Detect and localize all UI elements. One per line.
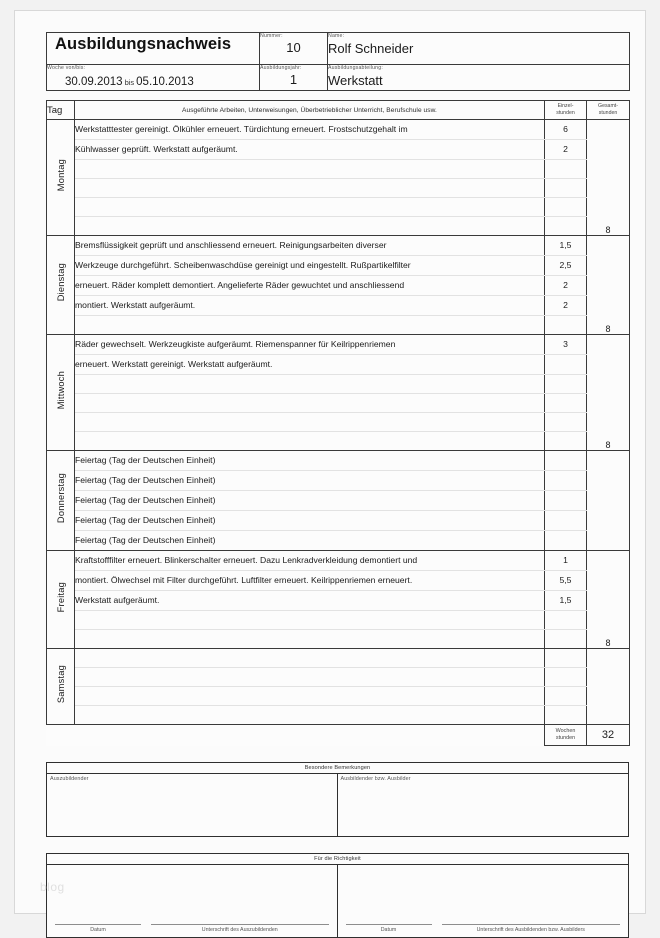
signature-trainer-name[interactable] [442,924,621,934]
activity-description[interactable]: Feiertag (Tag der Deutschen Einheit) [75,531,545,551]
signature-trainer-date-caption: Datum [380,926,397,933]
name-label: Name: [328,33,345,39]
nummer-value: 10 [286,40,301,55]
activity-description[interactable] [75,413,545,432]
remarks-trainer-label: Ausbildender bzw. Ausbilder [340,775,411,782]
activity-description[interactable] [75,375,545,394]
activity-description[interactable] [75,394,545,413]
activity-row [47,217,630,236]
activity-description[interactable]: montiert. Werkstatt aufgeräumt. [75,296,545,316]
day-cell-samstag [47,649,75,725]
remarks-block [46,762,629,837]
document-header [46,32,630,91]
woche-range [47,76,194,88]
activity-row [47,551,630,571]
ausbildungsjahr-label: Ausbildungsjahr: [260,65,302,71]
activity-description[interactable] [75,649,545,668]
activity-description[interactable] [75,217,545,236]
day-cell-donnerstag [47,451,75,551]
single-hours-value[interactable] [545,375,587,394]
activity-description[interactable] [75,611,545,630]
day-cell-mittwoch [47,335,75,451]
single-hours-value[interactable]: 2,5 [545,256,587,276]
single-hours-value[interactable] [545,706,587,725]
activity-description[interactable]: erneuert. Räder komplett demontiert. Angelieferte Räder gewuchtet und anschliessend [75,276,545,296]
single-hours-value[interactable] [545,179,587,198]
activity-row [47,256,630,276]
activity-description[interactable] [75,179,545,198]
single-hours-value[interactable]: 6 [545,120,587,140]
total-hours-value[interactable]: 8 [587,551,630,649]
woche-label: Woche von/bis: [47,65,86,71]
single-hours-value[interactable] [545,687,587,706]
activity-description[interactable]: Räder gewechselt. Werkzeugkiste aufgeräumt. Riemenspanner für Keilrippenriemen [75,335,545,355]
day-label: Montag [55,158,66,192]
single-hours-line2: stunden [556,110,575,116]
signature-trainer-date[interactable] [346,924,432,934]
nummer-label: Nummer: [260,33,283,39]
remarks-trainer-area[interactable] [338,774,629,836]
activity-row [47,198,630,217]
activity-row [47,335,630,355]
remarks-trainee-label: Auszubildender [50,775,89,782]
single-hours-value[interactable] [545,413,587,432]
activity-row [47,296,630,316]
activity-row [47,531,630,551]
activity-row [47,432,630,451]
activity-description[interactable] [75,668,545,687]
day-cell-dienstag [47,236,75,335]
activity-row [47,706,630,725]
single-hours-value[interactable] [545,630,587,649]
total-hours-value[interactable] [587,649,630,725]
activity-description[interactable]: Werkstatt aufgeräumt. [75,591,545,611]
activity-row [47,491,630,511]
activity-description[interactable]: Werkstatttester gereinigt. Ölkühler erneuert. Türdichtung erneuert. Frostschutzgehalt im [75,120,545,140]
woche-bis-word: bis [124,78,135,87]
page-watermark: blog [40,880,65,894]
title-cell [47,33,260,65]
abteilung-value: Werkstatt [328,73,383,88]
day-cell-montag [47,120,75,236]
ausbildungsjahr-value: 1 [289,72,298,87]
weekly-total-spacer [47,725,545,746]
activity-description[interactable] [75,630,545,649]
weekly-total-label-line1: Wochen [555,728,576,735]
signature-trainer-name-caption: Unterschrift des Ausbildenden bzw. Ausbilders [476,926,585,933]
activity-description[interactable]: Kühlwasser geprüft. Werkstatt aufgeräumt. [75,140,545,160]
woche-from: 30.09.2013 [65,76,123,88]
activity-row [47,120,630,140]
table-header-row [47,101,630,120]
single-hours-value[interactable]: 1,5 [545,236,587,256]
single-hours-value[interactable] [545,217,587,236]
activity-row [47,236,630,256]
single-hours-value[interactable] [545,432,587,451]
activity-row [47,355,630,375]
activity-row [47,394,630,413]
weekly-total-value: 32 [587,725,630,746]
signature-trainee-name-caption: Unterschrift des Auszubildenden [201,926,278,933]
total-hours-value[interactable] [587,451,630,551]
activity-row [47,160,630,179]
signature-rule [55,924,141,925]
activity-description[interactable] [75,687,545,706]
activity-row [47,179,630,198]
single-hours-value[interactable] [545,316,587,335]
single-hours-value[interactable]: 5,5 [545,571,587,591]
signature-block [46,853,629,938]
day-label: Freitag [55,581,66,613]
single-hours-value[interactable] [545,355,587,375]
activity-description[interactable] [75,160,545,179]
activity-row [47,451,630,471]
activity-row [47,571,630,591]
day-cell-freitag [47,551,75,649]
abteilung-label: Ausbildungsabteilung: [328,65,383,71]
day-label: Mittwoch [55,370,66,410]
weekly-total-row [47,725,630,746]
single-hours-value[interactable] [545,394,587,413]
weekly-total-label [545,725,587,746]
activity-row [47,316,630,335]
signature-title: Für die Richtigkeit [47,854,628,865]
activity-description[interactable] [75,198,545,217]
activity-description[interactable] [75,316,545,335]
document-page [14,10,646,933]
name-cell[interactable] [328,33,630,65]
remarks-title: Besondere Bemerkungen [47,763,628,774]
total-hours-value[interactable]: 8 [587,120,630,236]
activity-row [47,140,630,160]
activity-description[interactable]: Werkzeuge durchgeführt. Scheibenwaschdüse gereinigt und eingestellt. Rußpartikelfilter [75,256,545,276]
activity-description[interactable]: erneuert. Werkstatt gereinigt. Werkstatt aufgeräumt. [75,355,545,375]
single-hours-value[interactable]: 3 [545,335,587,355]
single-hours-value[interactable] [545,668,587,687]
single-hours-value[interactable] [545,611,587,630]
remarks-trainee-area[interactable] [47,774,338,836]
woche-cell[interactable] [47,65,260,91]
col-header-day: Tag [47,101,75,120]
nummer-cell[interactable] [260,33,328,65]
col-header-total-hours [587,101,630,120]
total-hours-value[interactable]: 8 [587,335,630,451]
single-hours-value[interactable]: 2 [545,276,587,296]
single-hours-value[interactable] [545,491,587,511]
total-hours-line2: stunden [598,110,618,116]
name-value: Rolf Schneider [328,41,414,56]
single-hours-value[interactable]: 2 [545,296,587,316]
single-hours-value[interactable] [545,198,587,217]
activity-row [47,375,630,394]
activity-description[interactable]: Bremsflüssigkeit geprüft und anschliessend erneuert. Reinigungsarbeiten diverser [75,236,545,256]
ausbildungsjahr-cell[interactable] [260,65,328,91]
signature-rule [151,924,329,925]
activity-row [47,687,630,706]
day-label: Donnerstag [55,472,66,524]
activity-description[interactable]: Feiertag (Tag der Deutschen Einheit) [75,451,545,471]
activity-description[interactable]: Feiertag (Tag der Deutschen Einheit) [75,511,545,531]
activity-row [47,630,630,649]
activity-row [47,668,630,687]
single-hours-value[interactable] [545,649,587,668]
single-hours-line1: Einzel- [557,103,574,110]
activity-description[interactable] [75,706,545,725]
single-hours-value[interactable] [545,451,587,471]
col-header-description: Ausgeführte Arbeiten, Unterweisungen, Überbetrieblicher Unterricht, Berufschule usw. [75,101,545,120]
day-label: Dienstag [55,263,66,302]
activity-row [47,511,630,531]
total-hours-value[interactable]: 8 [587,236,630,335]
weekly-total-label-line2: stunden [555,734,576,741]
activity-row [47,471,630,491]
activity-row [47,591,630,611]
woche-to: 05.10.2013 [136,76,194,88]
activity-row [47,649,630,668]
activity-description[interactable]: Feiertag (Tag der Deutschen Einheit) [75,491,545,511]
activity-description[interactable]: montiert. Ölwechsel mit Filter durchgeführt. Luftfilter erneuert. Keilrippenriemen erneuert. [75,571,545,591]
activity-row [47,276,630,296]
signature-trainer-area[interactable] [338,865,629,937]
signature-trainee-date-caption: Datum [90,926,106,933]
day-label: Samstag [55,664,66,704]
single-hours-value[interactable] [545,160,587,179]
activity-row [47,611,630,630]
signature-trainee-area[interactable] [47,865,338,937]
activity-description[interactable]: Kraftstofffilter erneuert. Blinkerschalter erneuert. Dazu Lenkradverkleidung demontiert und [75,551,545,571]
signature-rule [346,924,432,925]
signature-trainee-name[interactable] [151,924,329,934]
signature-rule [442,924,621,925]
single-hours-value[interactable] [545,511,587,531]
total-hours-line1: Gesamt- [598,103,618,110]
single-hours-value[interactable]: 1 [545,551,587,571]
activity-description[interactable] [75,432,545,451]
single-hours-value[interactable]: 2 [545,140,587,160]
abteilung-cell[interactable] [328,65,630,91]
activity-row [47,413,630,432]
single-hours-value[interactable] [545,531,587,551]
single-hours-value[interactable]: 1,5 [545,591,587,611]
page-title: Ausbildungsnachweis [55,35,232,53]
signature-trainee-date[interactable] [55,924,141,934]
activity-table [46,100,630,746]
activity-description[interactable]: Feiertag (Tag der Deutschen Einheit) [75,471,545,491]
col-header-single-hours [545,101,587,120]
single-hours-value[interactable] [545,471,587,491]
